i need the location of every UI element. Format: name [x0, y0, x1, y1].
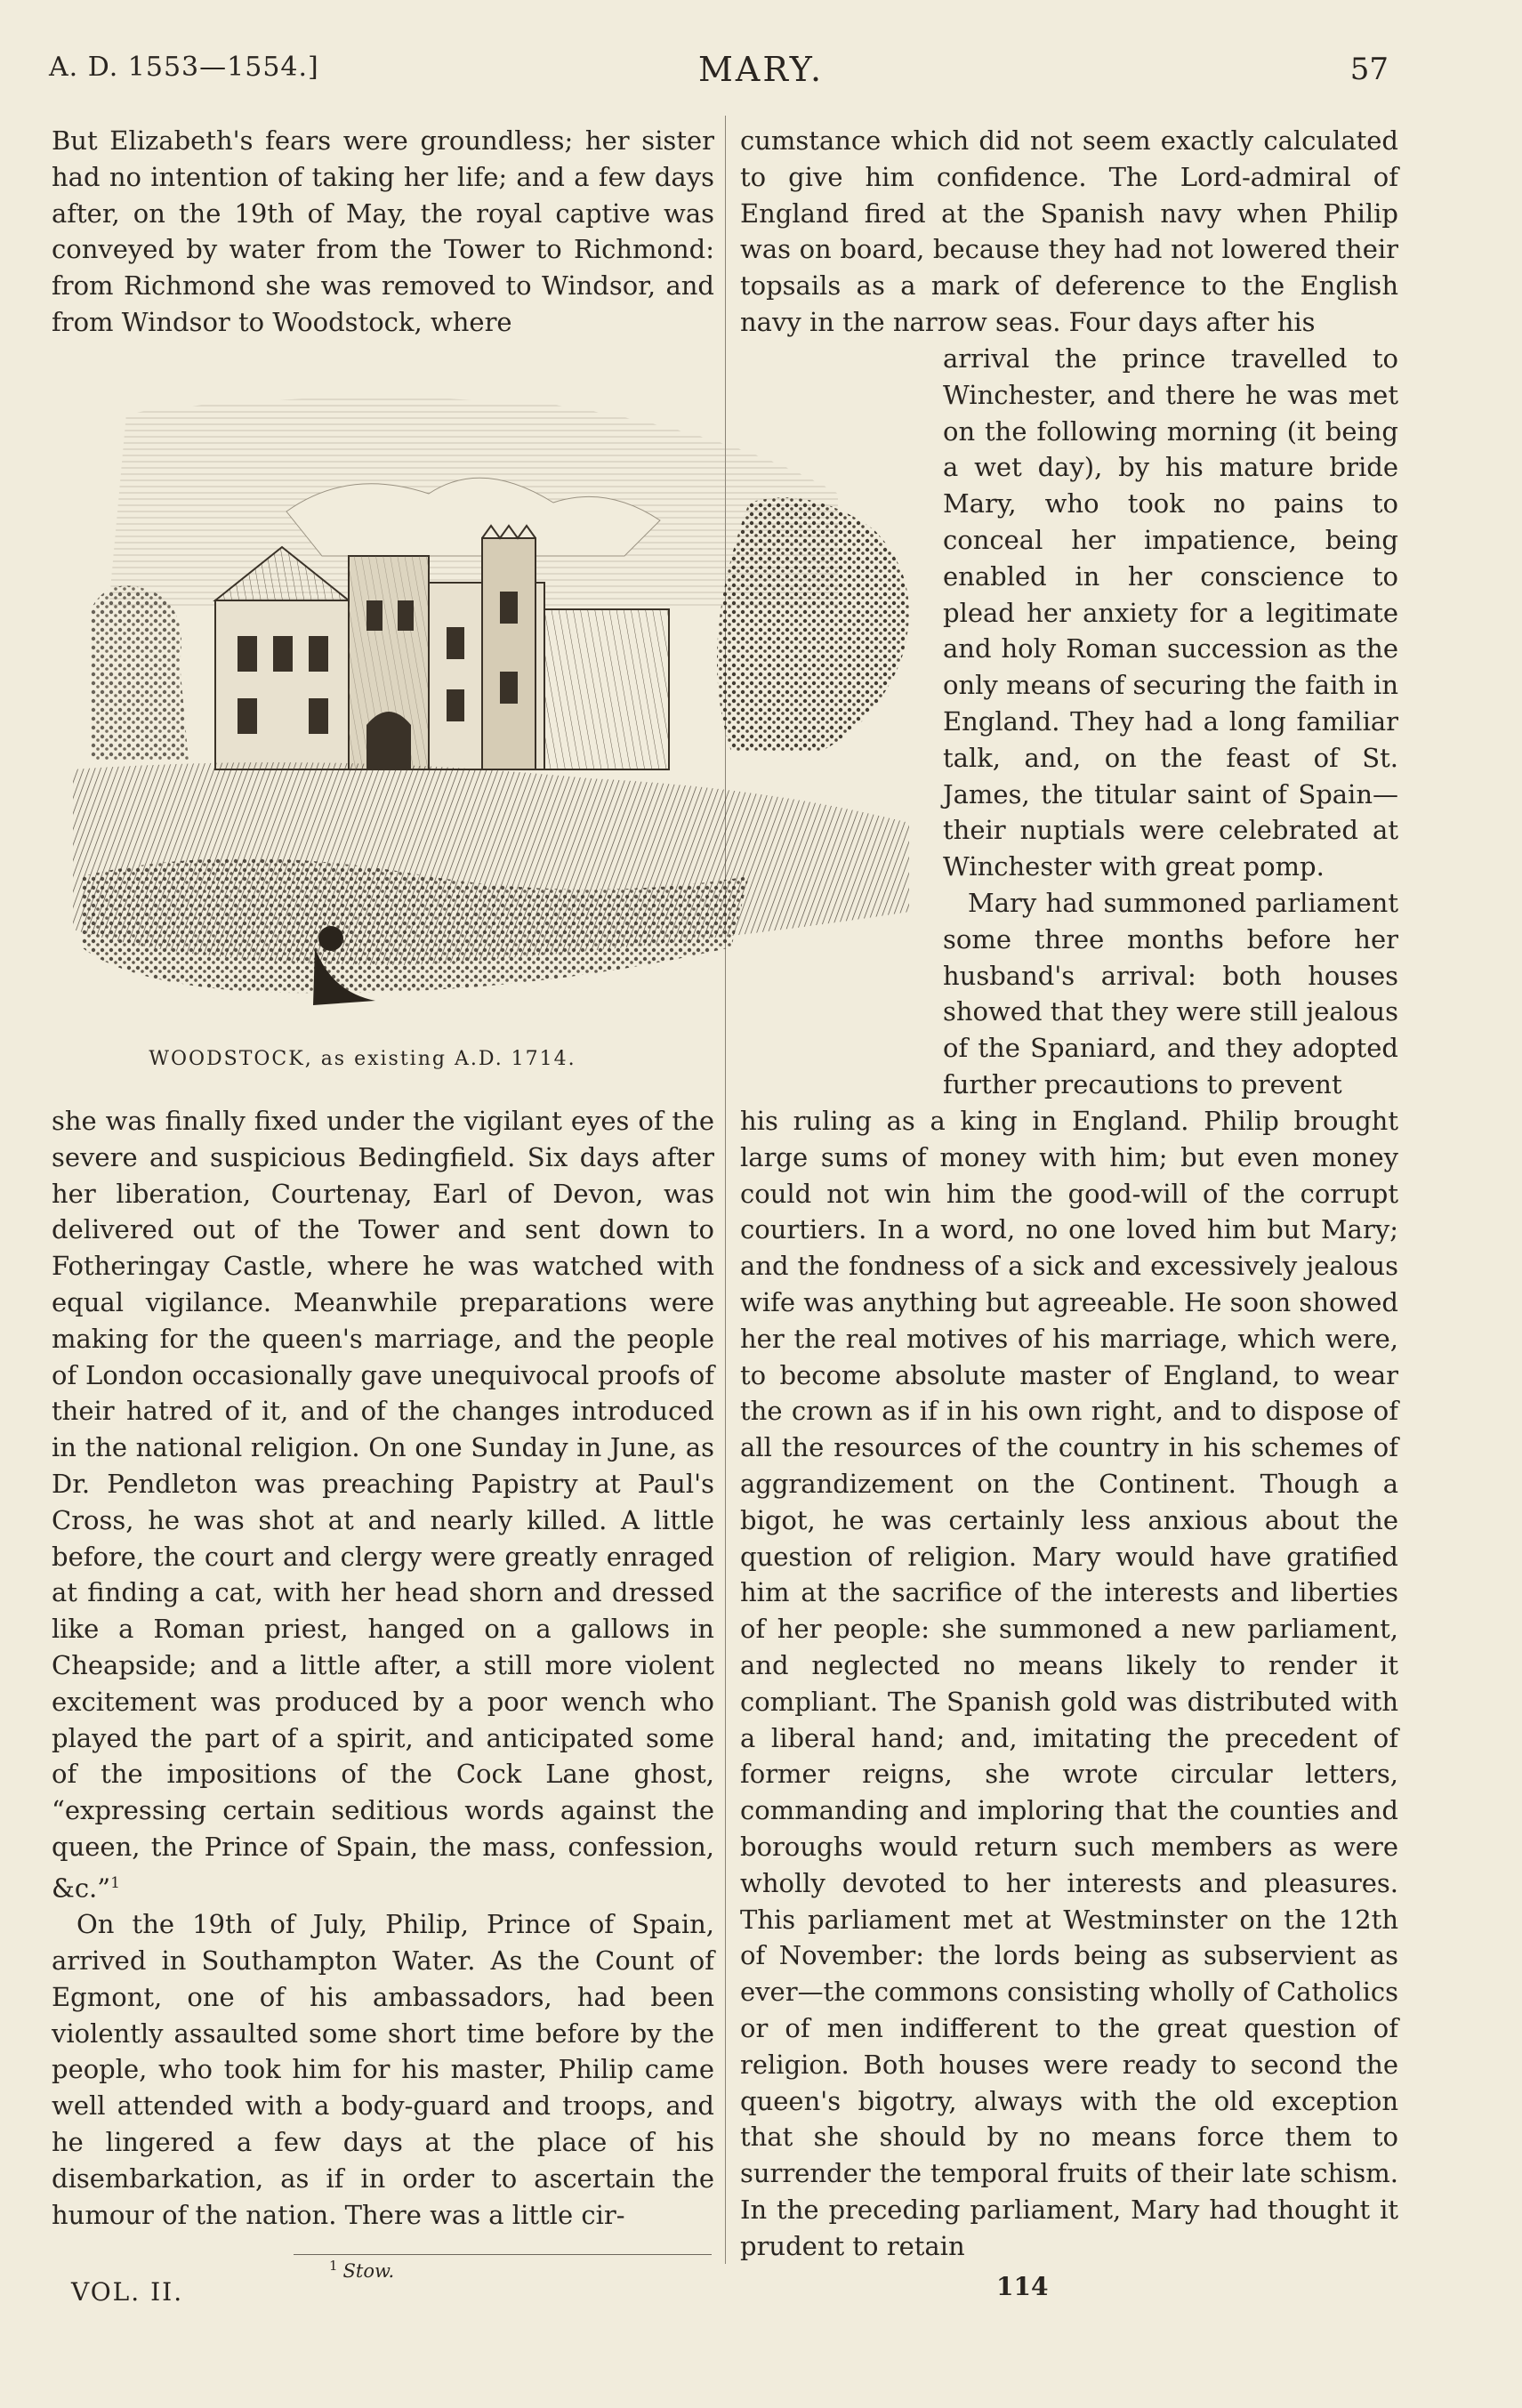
paragraph: On the 19th of July, Philip, Prince of Spain, arrived in Southampton Water. As the Count of Egmont, one of his ambassadors, had been violently assaulted some short time before by the people, who took him for his master, Philip came well attended with a body-guard and troops, and he lingered a few days at the place of his disembarkation, as if in order to ascertain the humour of the nation. There was a little cir-: [52, 1909, 714, 2230]
figure-caption: WOODSTOCK, as existing A.D. 1714.: [149, 1048, 576, 1070]
footnote-ref[interactable]: 1: [110, 1873, 120, 1892]
right-column-bottom: [740, 1103, 1398, 2265]
footnote-text: Stow.: [342, 2260, 395, 2282]
paragraph: arrival the prince travelled to Winchester, and there he was met on the following morning (it being a wet day), by his mature bride Mary, who took no pains to conceal her impatience, being enabled in her conscience to plead her anxiety for a legitimate and holy Roman succession as the only means of securing the faith in England. They had a long familiar talk, and, on the feast of St. James, the titular saint of Spain—their nuptials were celebrated at Winchester with great pomp.: [943, 343, 1398, 882]
page-number: 57: [1349, 52, 1389, 87]
woodstock-engraving: [55, 378, 927, 1027]
paragraph: his ruling as a king in England. Philip brought large sums of money with him; but even money could not win him the good-will of the corrupt courtiers. In a word, no one loved him but Mary; and the fondness of a sick and excessively jealous wife was anything but agreeable. He soon showed her the real motives of his marriage, which were, to become absolute master of England, to wear the crown as if in his own right, and to dispose of all the resources of the country in his schemes of aggrandizement on the Continent. Though a bigot, he was certainly less anxious about the question of religion. Mary would have gratified him at the sacrifice of the interests and liberties of her people: she summoned a new parliament, and neglected no means likely to render it compliant. The Spanish gold was distributed with a liberal hand; and, imitating the precedent of former reigns, she wrote circular letters, commanding and imploring that the counties and boroughs would return such members as were wholly devoted to her interests and pleasures. This parliament met at Westminster on the 12th of November: the lords being as subservient as ever—the commons consisting wholly of Catholics or of men indifferent to the great question of religion. Both houses were ready to second the queen's bigotry, always with the old exception that she should by no means force them to surrender the temporal fruits of their late schism. In the preceding parliament, Mary had thought it prudent to retain: [740, 1106, 1398, 2261]
header-date-range: A. D. 1553—1554.]: [49, 52, 319, 83]
footnote-number: 1: [329, 2258, 338, 2274]
left-column-bottom: [52, 1103, 714, 2233]
left-column-top: [52, 123, 714, 341]
right-column-top: [740, 123, 1398, 341]
header-title: MARY.: [697, 50, 825, 89]
paragraph: [52, 1103, 714, 1906]
paragraph-text: she was finally fixed under the vigilant eyes of the severe and suspicious Bedingfield. Six days after her liberation, Courtenay, Earl of Devon, was delivered out of the Tower and sent down to Fotheringay Castle, where he was watched with equal vigilance. Meanwhile preparations were making for the queen's marriage, and the people of London occasionally gave unequivocal proofs of their hatred of it, and of the changes introduced in the national religion. On one Sunday in June, as Dr. Pendleton was preaching Papistry at Paul's Cross, he was shot at and nearly killed. A little before, the court and clergy were greatly enraged at finding a cat, with her head shorn and dressed like a Roman priest, hanged on a gallows in Cheapside; and a little after, a still more violent excitement was produced by a poor wench who played the part of a spirit, and anticipated some of the impositions of the Cock Lane ghost, “expressing certain seditious words against the queen, the Prince of Spain, the mass, confession, &c.”: [52, 1106, 714, 1904]
tree-left: [91, 585, 189, 761]
footnote-rule: [294, 2254, 712, 2255]
paragraph: Mary had summoned parliament some three months before her husband's arrival: both houses showed that they were still jealous of the Spaniard, and they adopted further precautions to prevent: [943, 887, 1398, 1099]
volume-label: VOL. II.: [71, 2277, 184, 2307]
tree-right: [717, 497, 909, 752]
sheet-number: 114: [996, 2272, 1049, 2301]
paragraph: But Elizabeth's fears were groundless; her sister had no intention of taking her life; and a few days after, on the 19th of May, the royal captive was conveyed by water from the Tower to Richmond: from Richmond she was removed to Windsor, and from Windsor to Woodstock, where: [52, 125, 714, 337]
footnote: [329, 2258, 394, 2282]
running-header: [0, 52, 1522, 96]
paragraph: cumstance which did not seem exactly calculated to give him confidence. The Lord-admiral of England fired at the Spanish navy when Philip was on board, because they had not lowered their topsails as a mark of deference to the English navy in the narrow seas. Four days after his: [740, 125, 1398, 337]
right-column-wrap: [943, 341, 1398, 1103]
